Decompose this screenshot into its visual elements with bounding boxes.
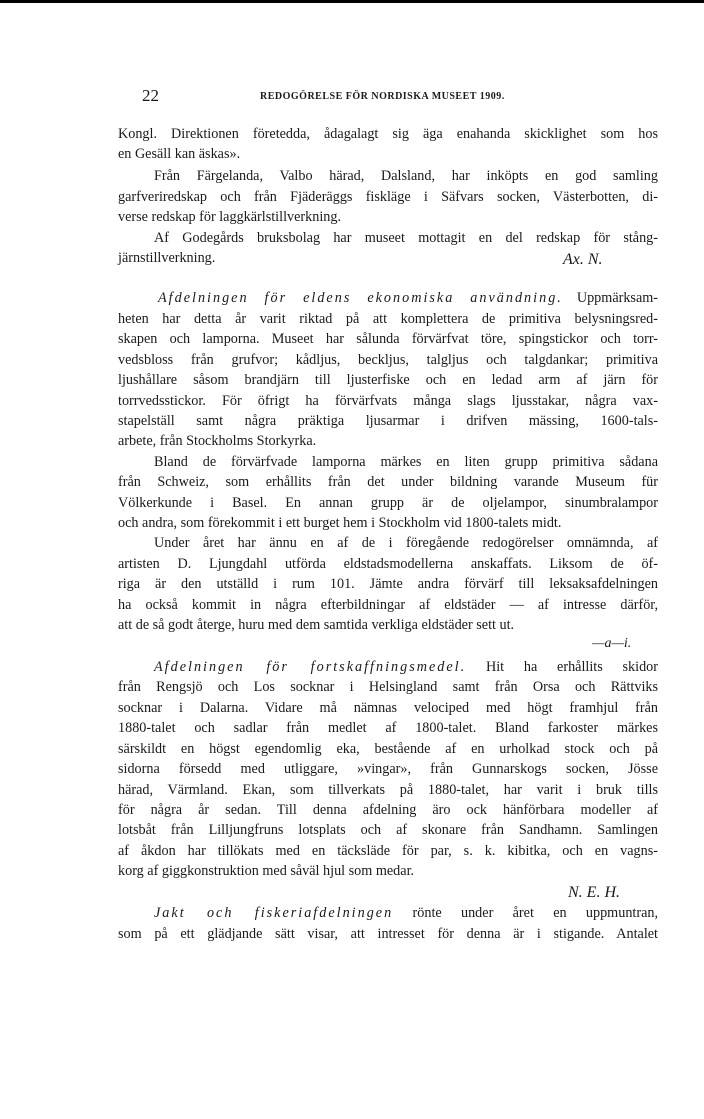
text-line: korg af giggkonstruktion med såväl hjul som medar.: [118, 863, 415, 879]
signature-ax-n: Ax. N.: [563, 251, 603, 268]
text-line: Från Färgelanda, Valbo härad, Dalsland, har inköpts en god samling: [154, 168, 658, 184]
text-line: lotsbåt från Lilljungfruns lotsplats och af skonare från Sandhamn. Samlingen: [118, 822, 658, 838]
text-line: och andra, som förekommit i ett burget hem i Stockholm vid 1800-talets midt.: [118, 515, 562, 531]
running-head: REDOGÖRELSE FÖR NORDISKA MUSEET 1909.: [260, 91, 505, 102]
text-line: ha också kommit in några efterbildningar af eldstäder — af intresse därför,: [118, 597, 658, 613]
text-line: en Gesäll kan äskas».: [118, 146, 241, 162]
text-line: arbete, från Stockholms Storkyrka.: [118, 433, 317, 449]
text-line: ljushållare såsom brandjärn till ljusterfiske och en ledad arm af järn för: [118, 372, 658, 388]
text-line: som på ett glädjande sätt visar, att intresset för denna är i stigande. Antalet: [118, 926, 658, 942]
page-header: [118, 86, 658, 108]
text-line: härad, Värmland. Ekan, som tillverkats på 1880-talet, har varit i bruk tills: [118, 782, 658, 798]
text-line: sidorna försedd med utliggare, »vingar», från Gunnarskogs socken, Jösse: [118, 761, 658, 777]
text-line: stapelställ samt några präktiga ljusarmar i drifven mässing, 1600-tals-: [118, 413, 658, 429]
text-line: Kongl. Direktionen företedda, ådagalagt sig äga enahanda skicklighet som hos: [118, 126, 658, 142]
text-line: för några år sedan. Till denna afdelning äro ock hänförbara modeller af: [118, 802, 658, 818]
section-heading-fortskaffning: Afdelningen för fortskaffningsmedel.: [154, 659, 467, 675]
text-span: rönte under året en uppmuntran,: [412, 905, 659, 921]
section-heading-eldens: Afdelningen för eldens ekonomiska användning.: [158, 290, 563, 306]
text-line: heten har detta år varit riktad på att komplettera de primitiva belysningsred-: [118, 311, 658, 327]
text-line: af åkdon har tillökats med en täcksläde för par, s. k. kibitka, och en vagns-: [118, 843, 658, 859]
text-line: från Schweiz, som erhållits från det under bildning varande Museum für: [118, 474, 658, 490]
section-heading-line: [118, 657, 658, 677]
section-heading-line: [118, 288, 658, 308]
signature-a-i: —a—i.: [592, 636, 632, 651]
text-span: Uppmärksam-: [576, 290, 659, 306]
text-line: vedsbloss från grufvor; kådljus, beckljus, talgljus och talgdankar; primitiva: [118, 352, 658, 368]
section-heading-line: [118, 903, 658, 923]
text-line: från Rengsjö och Los socknar i Helsingland samt från Orsa och Rättviks: [118, 679, 658, 695]
text-line: Völkerkunde i Basel. En annan grupp är de oljelampor, sinumbralampor: [118, 495, 658, 511]
text-line: järnstillverkning.: [118, 250, 216, 266]
text-line: artisten D. Ljungdahl utförda eldstadsmodellerna anskaffats. Liksom de öf-: [118, 556, 658, 572]
text-line: Under året har ännu en af de i föregående redogörelser omnämnda, af: [154, 535, 658, 551]
section-heading-jakt: Jakt och fiskeriafdelningen: [154, 905, 394, 921]
signature-n-e-h: N. E. H.: [568, 884, 620, 901]
text-line: verse redskap för laggkärlstillverkning.: [118, 209, 341, 225]
text-line: särskildt en högst egendomlig eka, bestående af en urholkad stock och på: [118, 741, 658, 757]
text-line: 1880-talet och sadlar från medlet af 1800-talet. Bland farkoster märkes: [118, 720, 658, 736]
text-line: skapen och lamporna. Museet har sålunda förvärfvat töre, spingstickor och torr-: [118, 331, 658, 347]
text-line: Af Godegårds bruksbolag har museet mottagit en del redskap för stång-: [154, 230, 658, 246]
text-line: riga är den utställd i rum 101. Jämte andra förvärf till leksaksafdelningen: [118, 576, 658, 592]
page-number: 22: [142, 86, 159, 105]
top-border: [0, 0, 704, 3]
text-span: Hit ha erhållits skidor: [485, 659, 659, 675]
text-line: socknar i Dalarna. Vidare må nämnas velociped med högt framhjul från: [118, 700, 658, 716]
text-line: torrvedsstickor. För öfrigt ha förvärfvats många slags ljusstakar, några vax-: [118, 393, 658, 409]
text-line: att de så godt återge, huru med dem samtida verkliga eldstäder sett ut.: [118, 617, 515, 633]
text-line: Bland de förvärfvade lamporna märkes en liten grupp primitiva sådana: [154, 454, 658, 470]
text-line: garfveriredskap och från Fjäderäggs fiskläge i Säfvars socken, Västerbotten, di-: [118, 189, 658, 205]
